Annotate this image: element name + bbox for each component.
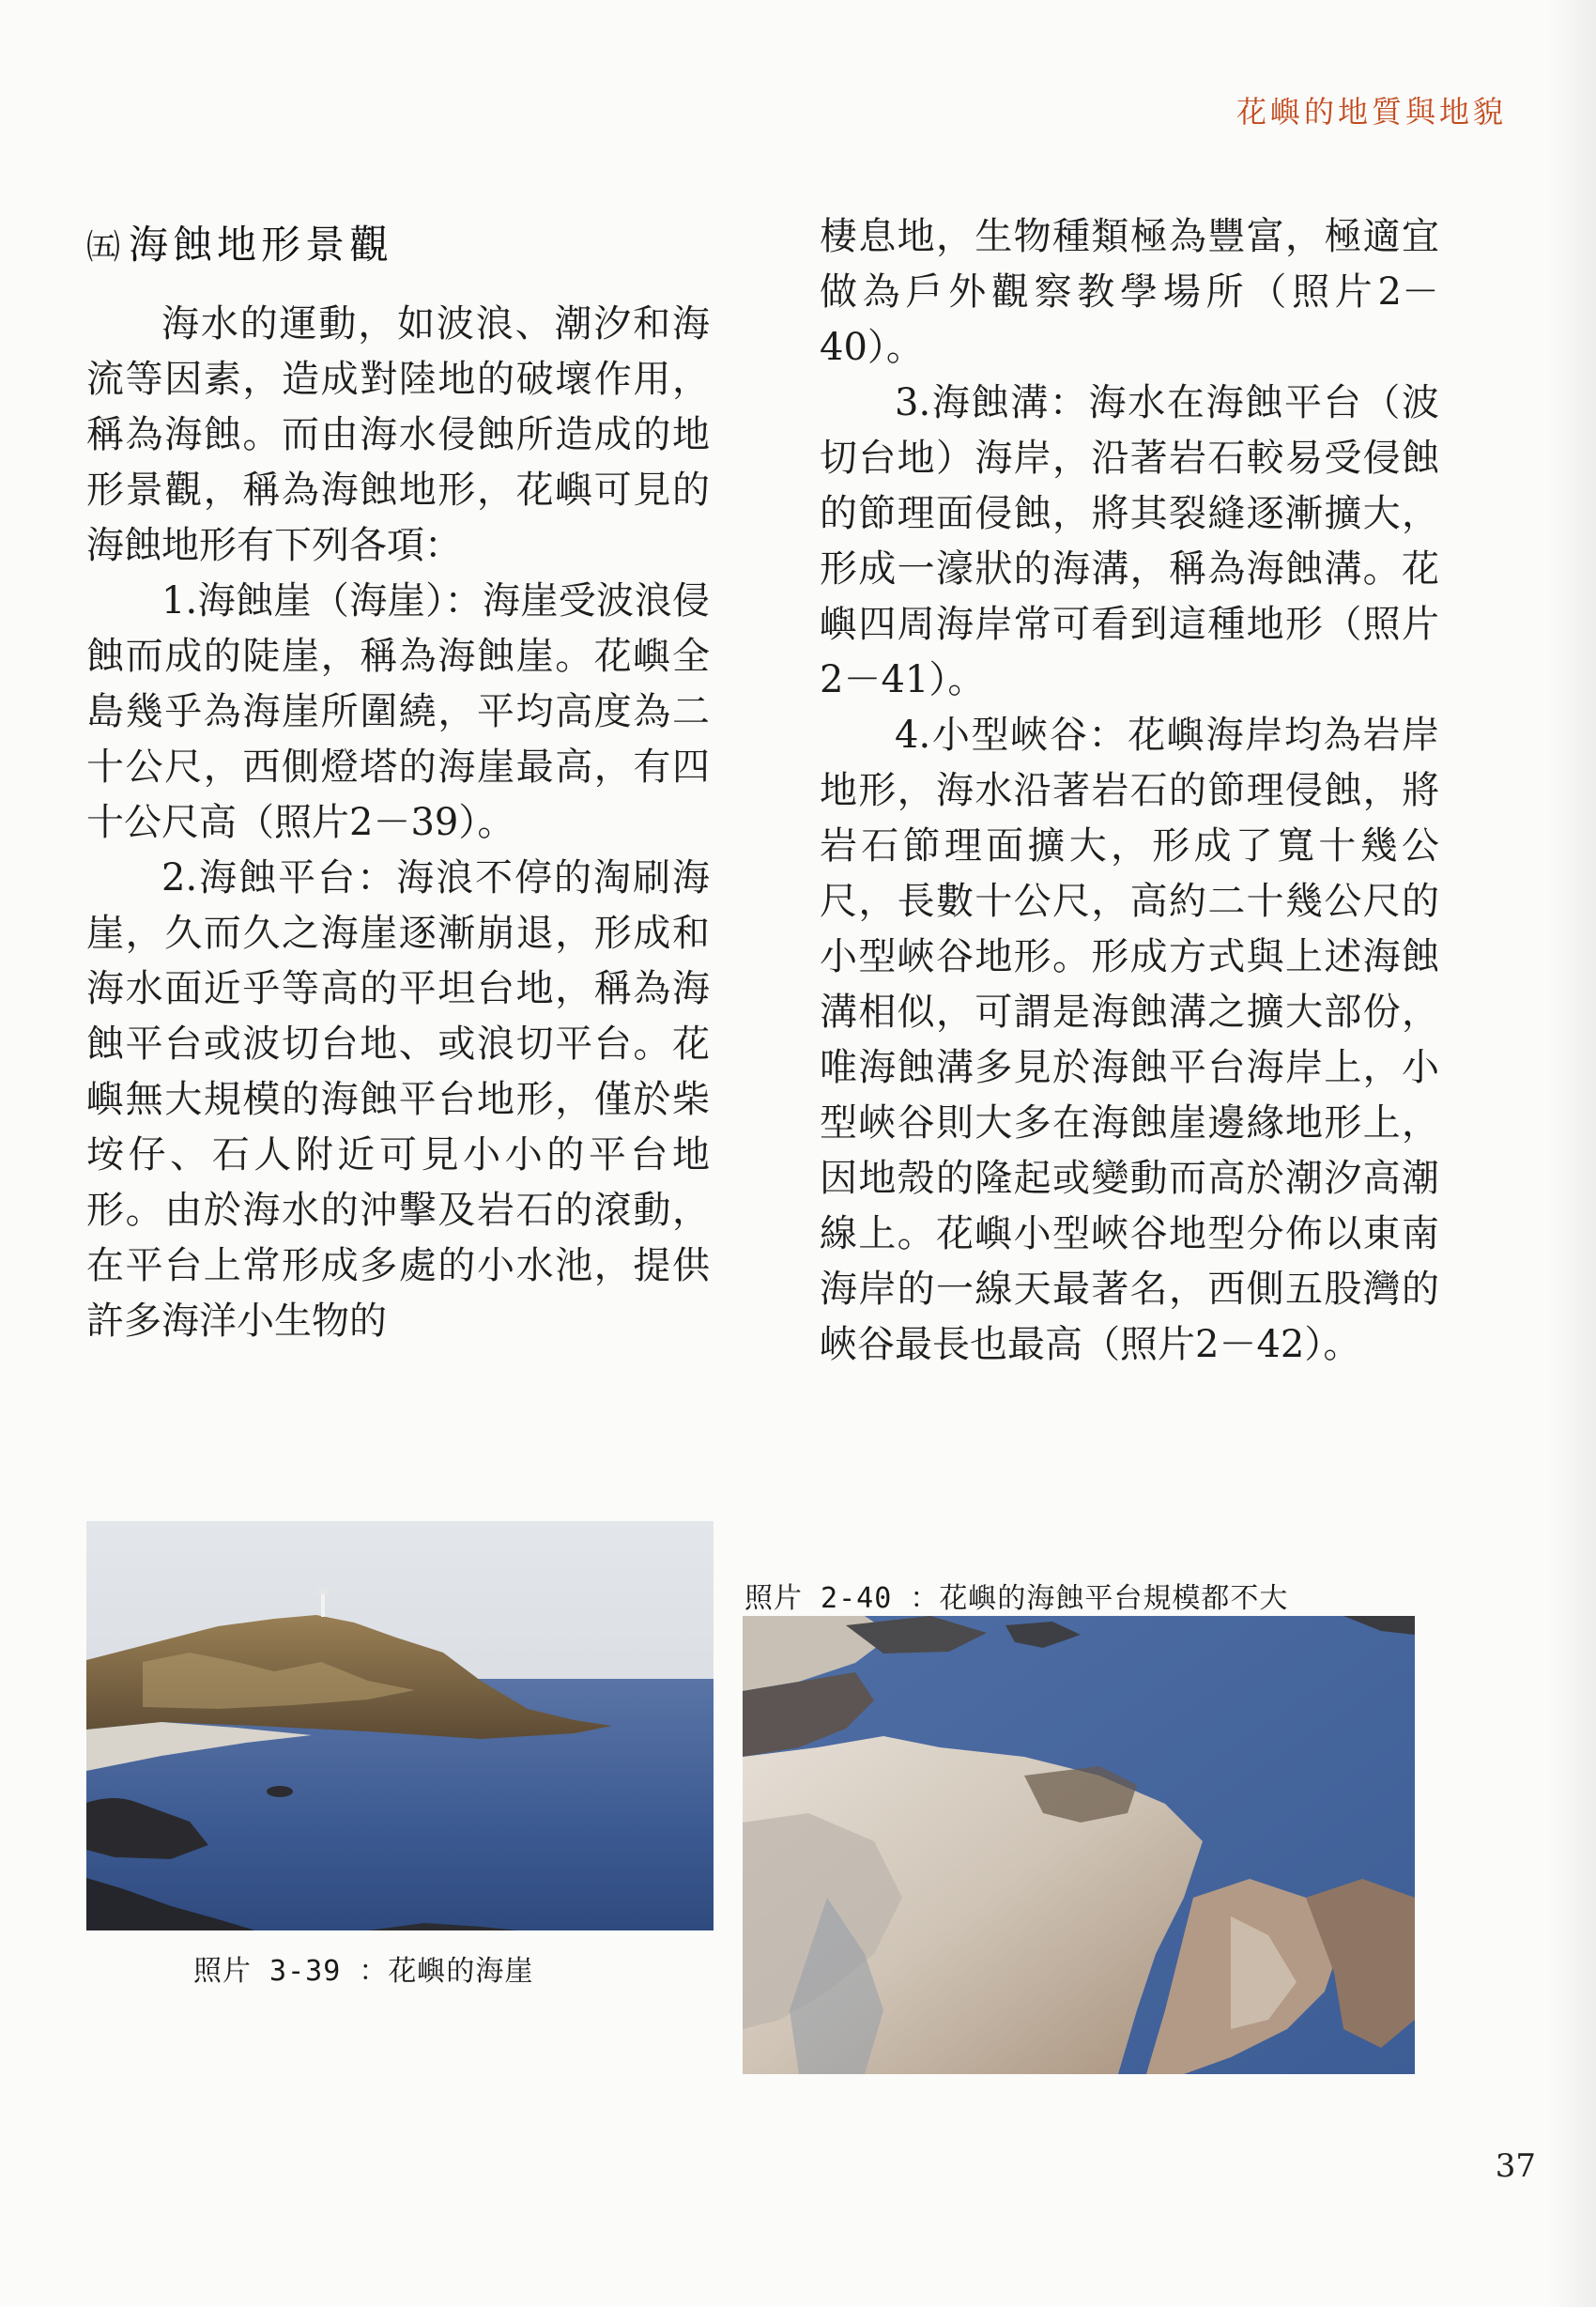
page-edge-shadow [1549,0,1596,2307]
sea-cliff-image [86,1521,714,1930]
section-title [86,214,393,270]
running-header: 花嶼的地質與地貌 [1235,94,1507,130]
paragraph-small-canyon: 4.小型峽谷：花嶼海岸均為岩岸地形，海水沿著岩石的節理侵蝕，將岩石節理面擴大，形成了寬十幾公尺，長數十公尺，高約二十幾公尺的小型峽谷地形。形成方式與上述海蝕溝相似，可謂是海蝕溝之擴大部份，唯海蝕溝多見於海蝕平台海岸上，小型峽谷則大多在海蝕崖邊緣地形上，因地殼的隆起或變動而高於潮汐高潮線上。花嶼小型峽谷地型分佈以東南海岸的一線天最著名，西側五股灣的峽谷最長也最高（照片2－42）。 [820,714,1439,1366]
photo-sea-cliff [86,1521,714,1930]
left-text-column [86,297,710,1349]
photo-caption-sea-cliff: 照片 3-39 ：花嶼的海崖 [193,1955,534,1988]
paragraph-sea-trench: 3.海蝕溝：海水在海蝕平台（波切台地）海岸，沿著岩石較易受侵蝕的節理面侵蝕，將其裂縫逐漸擴大，形成一濠狀的海溝，稱為海蝕溝。花嶼四周海岸常可看到這種地形（照片2－41）。 [820,381,1439,701]
paragraph-continuation: 棲息地，生物種類極為豐富，極適宜做為戶外觀察教學場所（照片2－40）。 [820,215,1439,369]
wave-cut-platform-image [743,1616,1415,2074]
section-number: ㈤ [86,228,126,267]
paragraph-sea-cliff: 1.海蝕崖（海崖）：海崖受波浪侵蝕而成的陡崖，稱為海蝕崖。花嶼全島幾乎為海崖所圍繞，平均高度為二十公尺，西側燈塔的海崖最高，有四十公尺高（照片2－39）。 [86,579,710,844]
paragraph-wave-cut-platform: 2.海蝕平台：海浪不停的淘刷海崖，久而久之海崖逐漸崩退，形成和海水面近乎等高的平坦台地，稱為海蝕平台或波切台地、或浪切平台。花嶼無大規模的海蝕平台地形，僅於柴垵仔、石人附近可見小小的平台地形。由於海水的沖擊及岩石的滾動，在平台上常形成多處的小水池，提供許多海洋小生物的 [86,856,710,1343]
photo-caption-wave-cut-platform: 照片 2-40 ：花嶼的海蝕平台規模都不大 [744,1582,1289,1615]
right-text-column [820,209,1439,1373]
photo-wave-cut-platform [743,1616,1415,2074]
paragraph-intro: 海水的運動，如波浪、潮汐和海流等因素，造成對陸地的破壞作用，稱為海蝕。而由海水侵蝕所造成的地形景觀，稱為海蝕地形，花嶼可見的海蝕地形有下列各項： [86,302,710,567]
page-number: 37 [1495,2147,1536,2185]
section-title-text: 海蝕地形景觀 [129,222,394,268]
